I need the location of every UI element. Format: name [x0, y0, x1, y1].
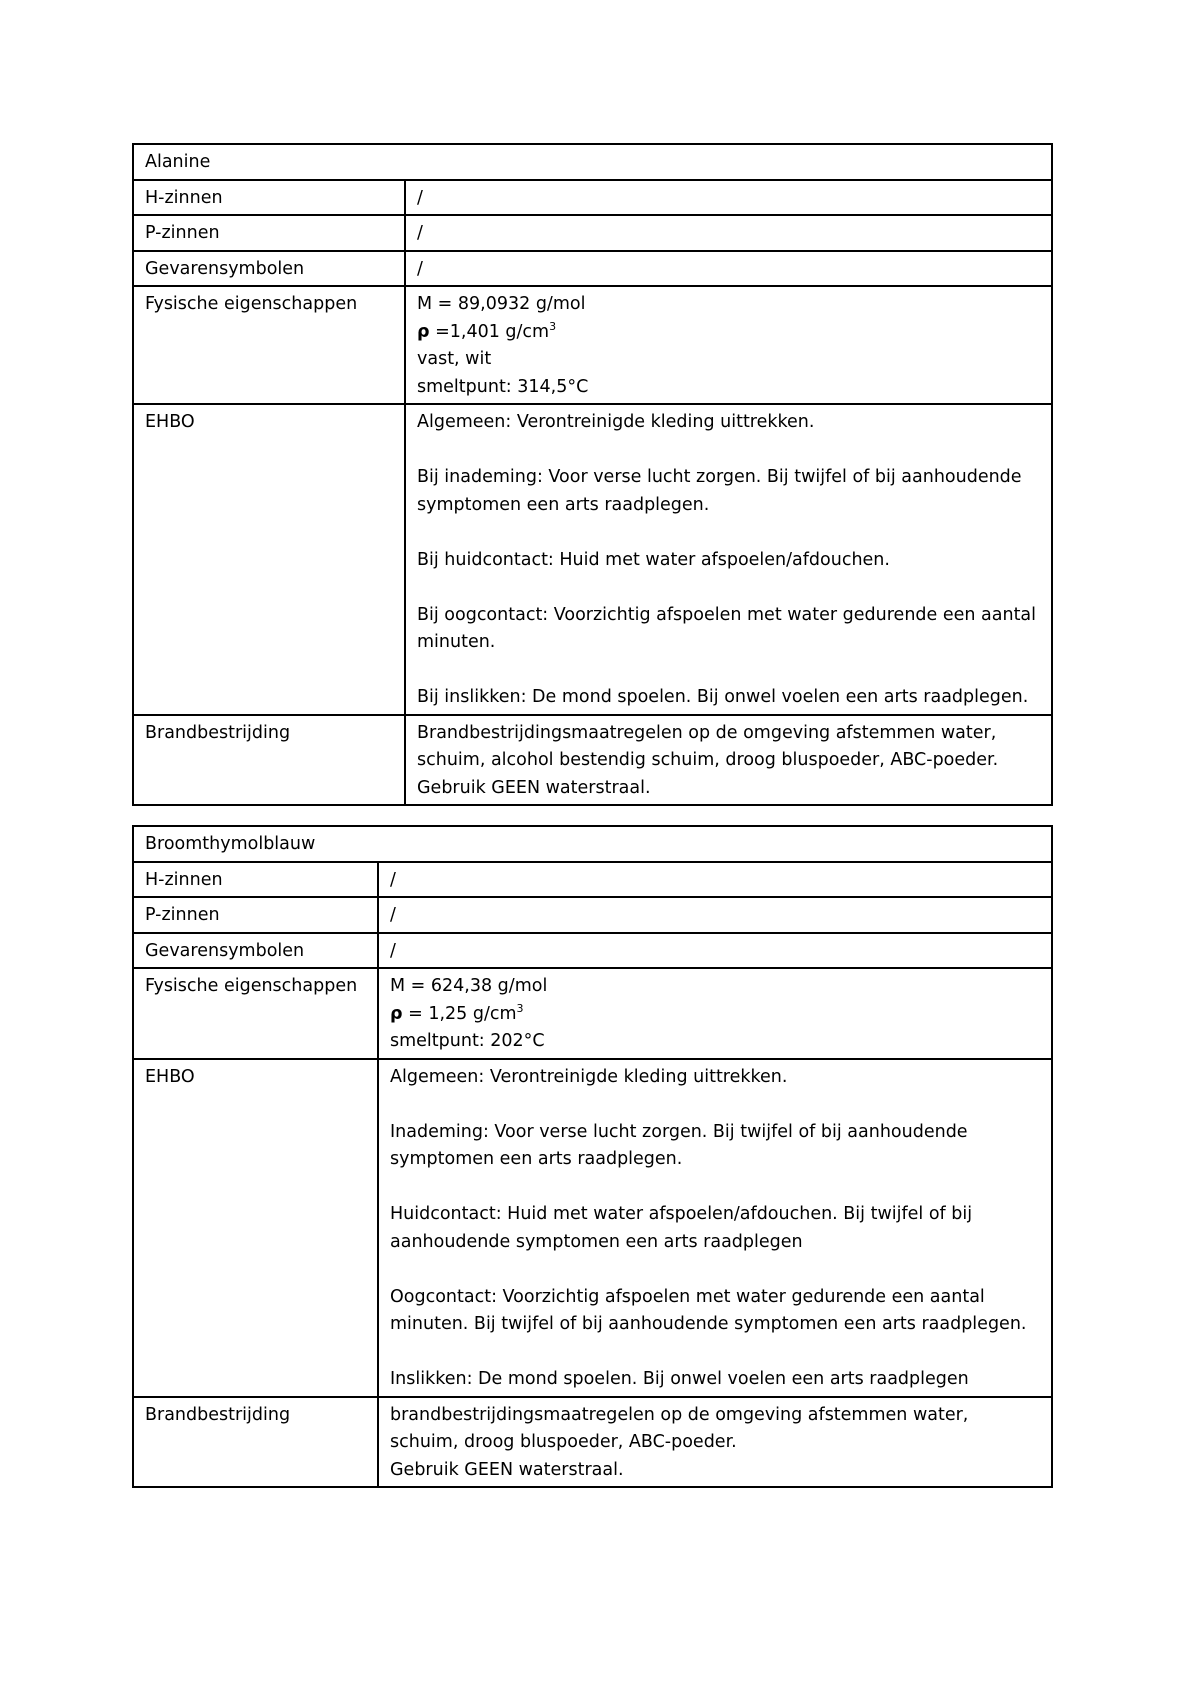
physical-properties	[405, 286, 1052, 404]
row-value: /	[378, 933, 1052, 969]
physical-properties-row	[133, 286, 1052, 404]
table-title: Alanine	[133, 144, 1052, 180]
first-aid-general: Algemeen: Verontreinigde kleding uittrekken.	[417, 412, 815, 432]
row-label: Gevarensymbolen	[133, 251, 405, 287]
broomthymolblauw-table	[132, 825, 1053, 1488]
density-exponent: 3	[516, 1001, 524, 1015]
row-value: /	[378, 897, 1052, 933]
first-aid-inhalation: Inademing: Voor verse lucht zorgen. Bij twijfel of bij aanhoudende symptomen een arts raadplegen.	[390, 1121, 968, 1169]
molar-mass: M = 89,0932 g/mol	[417, 294, 586, 314]
row-value: /	[405, 251, 1052, 287]
alanine-table	[132, 143, 1053, 806]
density-value: = 1,25 g/cm	[402, 1003, 517, 1024]
first-aid-swallow: Inslikken: De mond spoelen. Bij onwel voelen een arts raadplegen	[390, 1369, 969, 1389]
first-aid-skin: Huidcontact: Huid met water afspoelen/afdouchen. Bij twijfel of bij aanhoudende symptomen een arts raadplegen	[390, 1204, 973, 1252]
table-title-row	[133, 826, 1052, 862]
row-label: Gevarensymbolen	[133, 933, 378, 969]
molar-mass: M = 624,38 g/mol	[390, 976, 548, 996]
p-zinnen-row	[133, 215, 1052, 251]
first-aid	[378, 1059, 1052, 1397]
fire-fighting	[405, 715, 1052, 806]
first-aid	[405, 404, 1052, 715]
fire-fighting-measures: brandbestrijdingsmaatregelen op de omgeving afstemmen water, schuim, droog bluspoeder, ABC-poeder.	[390, 1404, 969, 1452]
row-label: Fysische eigenschappen	[133, 968, 378, 1059]
physical-properties	[378, 968, 1052, 1059]
first-aid-inhalation: Bij inademing: Voor verse lucht zorgen. Bij twijfel of bij aanhoudende symptomen een arts raadplegen.	[417, 467, 1022, 515]
gevarensymbolen-row	[133, 933, 1052, 969]
melting-point: smeltpunt: 314,5°C	[417, 376, 589, 397]
ehbo-row	[133, 1059, 1052, 1397]
fire-fighting-warning: Gebruik GEEN waterstraal.	[417, 777, 651, 798]
row-label: P-zinnen	[133, 897, 378, 933]
row-value: /	[405, 180, 1052, 216]
state: vast, wit	[417, 349, 492, 369]
table-title-row	[133, 144, 1052, 180]
row-label: EHBO	[133, 1059, 378, 1397]
row-value: /	[405, 215, 1052, 251]
h-zinnen-row	[133, 862, 1052, 898]
ehbo-row	[133, 404, 1052, 715]
row-label: Fysische eigenschappen	[133, 286, 405, 404]
density-symbol: ρ	[390, 1003, 403, 1024]
melting-point: smeltpunt: 202°C	[390, 1031, 545, 1051]
row-label: Brandbestrijding	[133, 715, 405, 806]
gevarensymbolen-row	[133, 251, 1052, 287]
density-exponent: 3	[549, 319, 557, 333]
density	[390, 1001, 1040, 1029]
fire-fighting-warning: Gebruik GEEN waterstraal.	[390, 1459, 624, 1480]
first-aid-swallow: Bij inslikken: De mond spoelen. Bij onwel voelen een arts raadplegen.	[417, 687, 1029, 707]
row-label: H-zinnen	[133, 180, 405, 216]
first-aid-eye: Bij oogcontact: Voorzichtig afspoelen met water gedurende een aantal minuten.	[417, 604, 1037, 652]
fire-fighting	[378, 1397, 1052, 1488]
first-aid-general: Algemeen: Verontreinigde kleding uittrekken.	[390, 1066, 788, 1087]
row-label: P-zinnen	[133, 215, 405, 251]
first-aid-skin: Bij huidcontact: Huid met water afspoelen/afdouchen.	[417, 549, 890, 570]
brandbestrijding-row	[133, 1397, 1052, 1488]
physical-properties-row	[133, 968, 1052, 1059]
density-symbol: ρ	[417, 321, 430, 342]
density-value: =1,401 g/cm	[429, 321, 550, 342]
density	[417, 319, 1040, 347]
table-title: Broomthymolblauw	[133, 826, 1052, 862]
brandbestrijding-row	[133, 715, 1052, 806]
h-zinnen-row	[133, 180, 1052, 216]
row-label: EHBO	[133, 404, 405, 715]
row-label: Brandbestrijding	[133, 1397, 378, 1488]
fire-fighting-measures: Brandbestrijdingsmaatregelen op de omgeving afstemmen water, schuim, alcohol bestendig schuim, droog bluspoeder, ABC-poeder.	[417, 722, 999, 770]
row-label: H-zinnen	[133, 862, 378, 898]
row-value: /	[378, 862, 1052, 898]
p-zinnen-row	[133, 897, 1052, 933]
first-aid-eye: Oogcontact: Voorzichtig afspoelen met water gedurende een aantal minuten. Bij twijfel of bij aanhoudende symptomen een arts raadplegen.	[390, 1286, 1027, 1334]
